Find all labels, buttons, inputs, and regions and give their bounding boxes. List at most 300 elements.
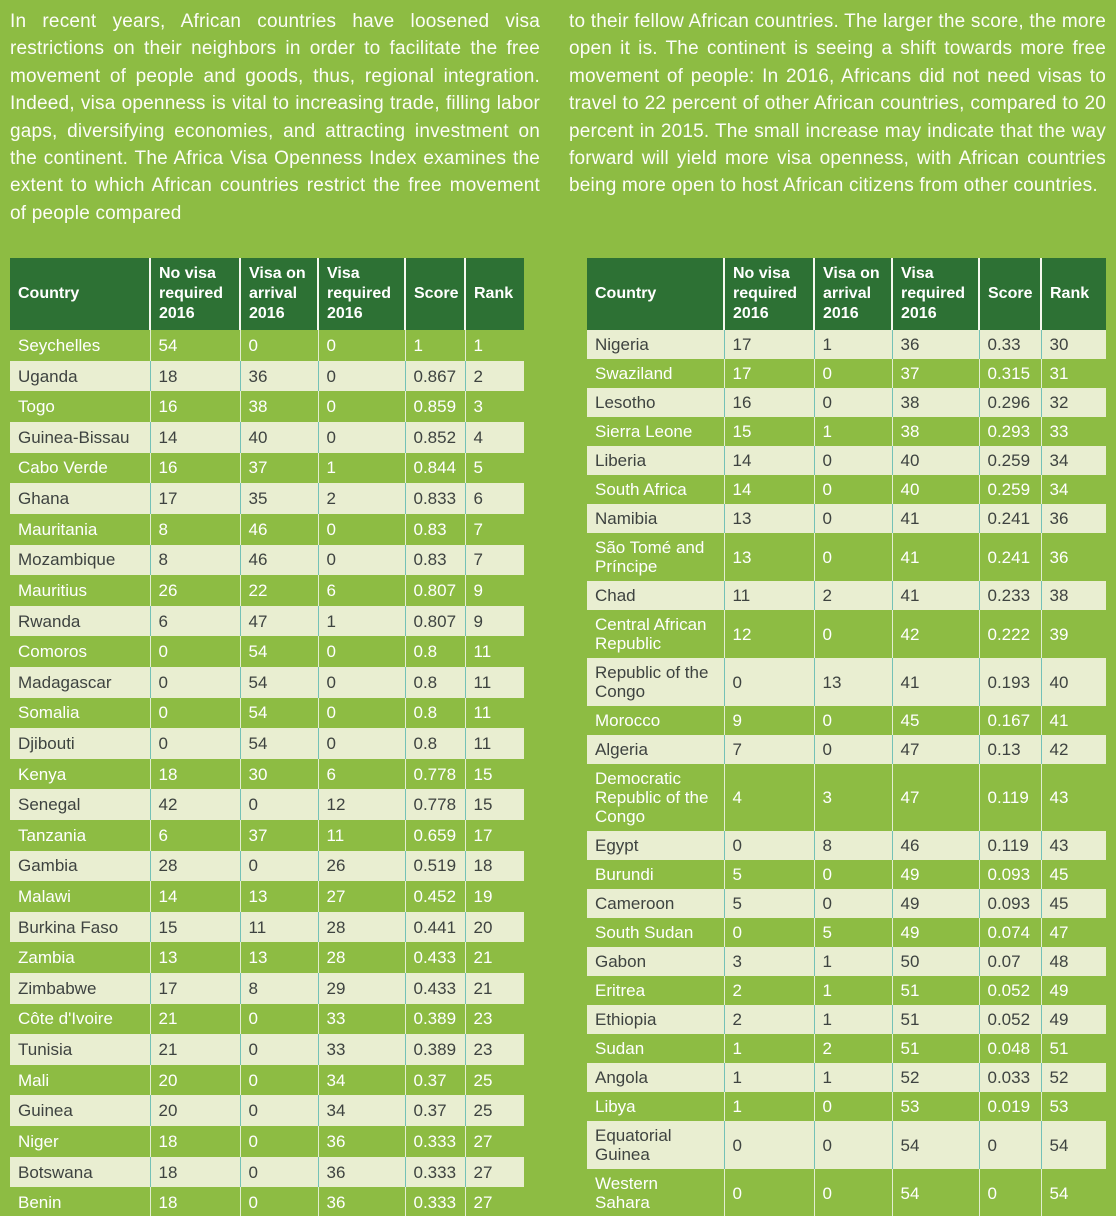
table-row (587, 388, 1106, 417)
table-row (587, 1092, 1106, 1121)
rank-cell: 32 (1041, 388, 1106, 417)
country-cell: Tanzania (18, 825, 87, 845)
table-row (10, 789, 524, 820)
rank-cell: 54 (1041, 1121, 1106, 1169)
visa-required-cell: 12 (318, 789, 405, 820)
rank-cell: 6 (465, 483, 524, 514)
rank-cell: 38 (1041, 581, 1106, 610)
table-row (10, 728, 524, 759)
column-header-country: Country (10, 258, 150, 330)
rank-cell: 25 (465, 1065, 524, 1096)
country-cell: Sierra Leone (595, 422, 693, 442)
rank-cell: 49 (1041, 976, 1106, 1005)
table-row (10, 942, 524, 973)
rank-cell: 11 (465, 728, 524, 759)
score-cell: 0.844 (405, 453, 465, 484)
rank-cell: 11 (465, 636, 524, 667)
score-cell: 0.333 (405, 1187, 465, 1216)
visa-required-cell: 34 (318, 1065, 405, 1096)
visa-on-arrival-cell: 0 (814, 475, 892, 504)
rank-cell: 19 (465, 881, 524, 912)
no-visa-required-cell: 26 (150, 575, 240, 606)
visa-on-arrival-cell: 0 (240, 1157, 318, 1188)
no-visa-required-cell: 28 (150, 851, 240, 882)
rank-cell: 18 (465, 851, 524, 882)
visa-on-arrival-cell: 0 (814, 359, 892, 388)
visa-openness-table-ranks-1-27 (10, 258, 524, 1216)
visa-required-cell: 41 (892, 533, 979, 581)
no-visa-required-cell: 1 (724, 1092, 814, 1121)
visa-required-cell: 41 (892, 504, 979, 533)
country-cell: Malawi (18, 887, 71, 907)
score-cell: 0.193 (979, 658, 1041, 706)
table-row (587, 610, 1106, 658)
visa-openness-table-ranks-30-54 (587, 258, 1106, 1216)
score-cell: 0.093 (979, 860, 1041, 889)
rank-cell: 7 (465, 514, 524, 545)
table-row (10, 973, 524, 1004)
country-cell: Nigeria (595, 335, 649, 355)
country-cell: Angola (595, 1068, 648, 1088)
rank-cell: 9 (465, 606, 524, 637)
country-cell: Guinea-Bissau (18, 427, 130, 447)
country-cell: Togo (18, 397, 55, 417)
no-visa-required-cell: 1 (724, 1063, 814, 1092)
no-visa-required-cell: 0 (150, 636, 240, 667)
visa-on-arrival-cell: 0 (240, 789, 318, 820)
visa-on-arrival-cell: 1 (814, 1005, 892, 1034)
country-cell: Lesotho (595, 393, 656, 413)
score-cell: 0.241 (979, 504, 1041, 533)
rank-cell: 25 (465, 1095, 524, 1126)
score-cell: 0.452 (405, 881, 465, 912)
visa-required-cell: 42 (892, 610, 979, 658)
visa-required-cell: 0 (318, 728, 405, 759)
table-row (10, 1126, 524, 1157)
score-cell: 0.07 (979, 947, 1041, 976)
score-cell: 0.019 (979, 1092, 1041, 1121)
score-cell: 1 (405, 330, 465, 361)
rank-cell: 27 (465, 1126, 524, 1157)
country-cell: Burkina Faso (18, 917, 119, 937)
visa-required-cell: 51 (892, 1034, 979, 1063)
visa-required-cell: 26 (318, 851, 405, 882)
visa-on-arrival-cell: 8 (240, 973, 318, 1004)
table-row (10, 330, 524, 361)
visa-required-cell: 49 (892, 860, 979, 889)
table-row (587, 533, 1106, 581)
visa-on-arrival-cell: 54 (240, 636, 318, 667)
table-row (10, 606, 524, 637)
table-row (10, 912, 524, 943)
rank-cell: 45 (1041, 860, 1106, 889)
score-cell: 0.867 (405, 361, 465, 392)
visa-on-arrival-cell: 0 (814, 889, 892, 918)
country-cell: Mali (18, 1070, 50, 1090)
table-row (10, 361, 524, 392)
visa-required-cell: 33 (318, 1034, 405, 1065)
no-visa-required-cell: 5 (724, 889, 814, 918)
table-row (587, 889, 1106, 918)
rank-cell: 33 (1041, 417, 1106, 446)
no-visa-required-cell: 14 (150, 881, 240, 912)
visa-required-cell: 46 (892, 831, 979, 860)
visa-on-arrival-cell: 54 (240, 698, 318, 729)
rank-cell: 53 (1041, 1092, 1106, 1121)
rank-cell: 27 (465, 1187, 524, 1216)
column-header-visa-required: Visa required 2016 (892, 258, 979, 330)
score-cell: 0.293 (979, 417, 1041, 446)
no-visa-required-cell: 20 (150, 1095, 240, 1126)
score-cell: 0.859 (405, 391, 465, 422)
rank-cell: 42 (1041, 735, 1106, 764)
rank-cell: 40 (1041, 658, 1106, 706)
table-row (587, 504, 1106, 533)
country-cell: Liberia (595, 451, 647, 471)
visa-required-cell: 54 (892, 1121, 979, 1169)
country-cell: Central African Republic (595, 615, 707, 654)
visa-required-cell: 27 (318, 881, 405, 912)
no-visa-required-cell: 8 (150, 514, 240, 545)
no-visa-required-cell: 16 (150, 391, 240, 422)
no-visa-required-cell: 0 (724, 831, 814, 860)
rank-cell: 3 (465, 391, 524, 422)
visa-on-arrival-cell: 8 (814, 831, 892, 860)
table-row (587, 976, 1106, 1005)
visa-on-arrival-cell: 54 (240, 667, 318, 698)
rank-cell: 36 (1041, 504, 1106, 533)
visa-on-arrival-cell: 0 (814, 860, 892, 889)
visa-required-cell: 33 (318, 1004, 405, 1035)
table-row (10, 575, 524, 606)
visa-on-arrival-cell: 0 (814, 1121, 892, 1169)
country-cell: Niger (18, 1131, 59, 1151)
visa-required-cell: 0 (318, 667, 405, 698)
visa-required-cell: 45 (892, 706, 979, 735)
visa-on-arrival-cell: 0 (814, 1169, 892, 1216)
country-cell: Gabon (595, 952, 647, 972)
visa-required-cell: 51 (892, 1005, 979, 1034)
table-row (587, 1121, 1106, 1169)
no-visa-required-cell: 14 (150, 422, 240, 453)
rank-cell: 30 (1041, 330, 1106, 359)
rank-cell: 5 (465, 453, 524, 484)
visa-required-cell: 11 (318, 820, 405, 851)
score-cell: 0.259 (979, 446, 1041, 475)
visa-required-cell: 36 (318, 1157, 405, 1188)
visa-on-arrival-cell: 46 (240, 514, 318, 545)
rank-cell: 4 (465, 422, 524, 453)
score-cell: 0.389 (405, 1004, 465, 1035)
no-visa-required-cell: 11 (724, 581, 814, 610)
visa-required-cell: 29 (318, 973, 405, 1004)
no-visa-required-cell: 21 (150, 1034, 240, 1065)
rank-cell: 45 (1041, 889, 1106, 918)
visa-required-cell: 37 (892, 359, 979, 388)
no-visa-required-cell: 13 (724, 504, 814, 533)
visa-required-cell: 0 (318, 636, 405, 667)
country-cell: Morocco (595, 711, 661, 731)
score-cell: 0.233 (979, 581, 1041, 610)
table-row (587, 417, 1106, 446)
visa-on-arrival-cell: 35 (240, 483, 318, 514)
no-visa-required-cell: 17 (724, 330, 814, 359)
no-visa-required-cell: 2 (724, 976, 814, 1005)
country-cell: Mozambique (18, 550, 116, 570)
visa-required-cell: 6 (318, 575, 405, 606)
rank-cell: 17 (465, 820, 524, 851)
rank-cell: 47 (1041, 918, 1106, 947)
table-row (587, 860, 1106, 889)
country-cell: Democratic Republic of the Congo (595, 769, 709, 827)
country-cell: Sudan (595, 1039, 645, 1059)
visa-on-arrival-cell: 13 (240, 881, 318, 912)
country-cell: South Africa (595, 480, 687, 500)
no-visa-required-cell: 0 (724, 918, 814, 947)
rank-cell: 49 (1041, 1005, 1106, 1034)
score-cell: 0.296 (979, 388, 1041, 417)
rank-cell: 21 (465, 942, 524, 973)
no-visa-required-cell: 3 (724, 947, 814, 976)
column-header-rank: Rank (465, 258, 524, 330)
rank-cell: 41 (1041, 706, 1106, 735)
column-header-country: Country (587, 258, 724, 330)
table-row (587, 764, 1106, 831)
table-row (10, 820, 524, 851)
table-row (587, 446, 1106, 475)
country-cell: Namibia (595, 509, 658, 529)
visa-on-arrival-cell: 0 (240, 1187, 318, 1216)
country-cell: Zambia (18, 948, 75, 968)
no-visa-required-cell: 18 (150, 361, 240, 392)
country-cell: Mauritania (18, 519, 98, 539)
country-cell: Mauritius (18, 580, 87, 600)
country-cell: Seychelles (18, 336, 101, 356)
country-cell: Somalia (18, 703, 80, 723)
rank-cell: 51 (1041, 1034, 1106, 1063)
table-row (10, 1187, 524, 1216)
score-cell: 0.074 (979, 918, 1041, 947)
score-cell: 0.8 (405, 636, 465, 667)
table-row (10, 1034, 524, 1065)
visa-on-arrival-cell: 0 (240, 1065, 318, 1096)
no-visa-required-cell: 4 (724, 764, 814, 831)
visa-on-arrival-cell: 0 (240, 1004, 318, 1035)
no-visa-required-cell: 42 (150, 789, 240, 820)
column-header-score: Score (405, 258, 465, 330)
table-row (587, 831, 1106, 860)
rank-cell: 23 (465, 1034, 524, 1065)
visa-on-arrival-cell: 54 (240, 728, 318, 759)
rank-cell: 27 (465, 1157, 524, 1188)
visa-required-cell: 49 (892, 889, 979, 918)
table-row (10, 636, 524, 667)
visa-required-cell: 53 (892, 1092, 979, 1121)
table-row (587, 918, 1106, 947)
column-header-score: Score (979, 258, 1041, 330)
no-visa-required-cell: 14 (724, 475, 814, 504)
score-cell: 0.8 (405, 667, 465, 698)
country-cell: Eritrea (595, 981, 646, 1001)
visa-on-arrival-cell: 0 (240, 330, 318, 361)
rank-cell: 54 (1041, 1169, 1106, 1216)
visa-on-arrival-cell: 22 (240, 575, 318, 606)
score-cell: 0.119 (979, 764, 1041, 831)
country-cell: Comoros (18, 642, 87, 662)
visa-required-cell: 40 (892, 446, 979, 475)
visa-required-cell: 34 (318, 1095, 405, 1126)
column-header-no-visa-required: No visa required 2016 (724, 258, 814, 330)
visa-on-arrival-cell: 0 (240, 1126, 318, 1157)
visa-on-arrival-cell: 36 (240, 361, 318, 392)
no-visa-required-cell: 0 (150, 728, 240, 759)
visa-on-arrival-cell: 3 (814, 764, 892, 831)
country-cell: Ethiopia (595, 1010, 657, 1030)
table-row (587, 330, 1106, 359)
visa-on-arrival-cell: 1 (814, 330, 892, 359)
no-visa-required-cell: 13 (724, 533, 814, 581)
country-cell: Botswana (18, 1162, 93, 1182)
score-cell: 0.048 (979, 1034, 1041, 1063)
visa-required-cell: 0 (318, 391, 405, 422)
visa-on-arrival-cell: 2 (814, 581, 892, 610)
visa-required-cell: 1 (318, 606, 405, 637)
no-visa-required-cell: 2 (724, 1005, 814, 1034)
visa-on-arrival-cell: 0 (240, 1095, 318, 1126)
table-row (10, 1157, 524, 1188)
table-row (10, 545, 524, 576)
table-row (587, 1034, 1106, 1063)
header-row (587, 258, 1106, 330)
table-row (587, 706, 1106, 735)
visa-on-arrival-cell: 0 (240, 851, 318, 882)
rank-cell: 2 (465, 361, 524, 392)
score-cell: 0.519 (405, 851, 465, 882)
no-visa-required-cell: 15 (724, 417, 814, 446)
no-visa-required-cell: 0 (724, 1121, 814, 1169)
column-header-visa-on-arrival: Visa on arrival 2016 (240, 258, 318, 330)
table-row (10, 514, 524, 545)
score-cell: 0.778 (405, 789, 465, 820)
visa-on-arrival-cell: 1 (814, 947, 892, 976)
visa-required-cell: 50 (892, 947, 979, 976)
no-visa-required-cell: 18 (150, 759, 240, 790)
rank-cell: 52 (1041, 1063, 1106, 1092)
score-cell: 0.13 (979, 735, 1041, 764)
score-cell: 0.052 (979, 1005, 1041, 1034)
visa-required-cell: 28 (318, 942, 405, 973)
table-row (587, 1063, 1106, 1092)
score-cell: 0 (979, 1169, 1041, 1216)
country-cell: Burundi (595, 865, 654, 885)
column-header-visa-on-arrival: Visa on arrival 2016 (814, 258, 892, 330)
no-visa-required-cell: 13 (150, 942, 240, 973)
visa-required-cell: 2 (318, 483, 405, 514)
visa-required-cell: 28 (318, 912, 405, 943)
table-row (587, 359, 1106, 388)
country-cell: Rwanda (18, 611, 81, 631)
score-cell: 0 (979, 1121, 1041, 1169)
visa-required-cell: 51 (892, 976, 979, 1005)
intro-text-block (0, 0, 1116, 227)
score-cell: 0.052 (979, 976, 1041, 1005)
visa-on-arrival-cell: 1 (814, 1063, 892, 1092)
country-cell: Gambia (18, 856, 78, 876)
table-row (10, 851, 524, 882)
score-cell: 0.093 (979, 889, 1041, 918)
score-cell: 0.852 (405, 422, 465, 453)
country-cell: Egypt (595, 836, 639, 856)
score-cell: 0.83 (405, 514, 465, 545)
score-cell: 0.333 (405, 1157, 465, 1188)
visa-on-arrival-cell: 11 (240, 912, 318, 943)
score-cell: 0.389 (405, 1034, 465, 1065)
visa-on-arrival-cell: 1 (814, 417, 892, 446)
visa-required-cell: 0 (318, 545, 405, 576)
visa-on-arrival-cell: 2 (814, 1034, 892, 1063)
visa-required-cell: 38 (892, 388, 979, 417)
rank-cell: 9 (465, 575, 524, 606)
no-visa-required-cell: 17 (150, 973, 240, 1004)
score-cell: 0.37 (405, 1065, 465, 1096)
country-cell: Tunisia (18, 1040, 73, 1060)
rank-cell: 15 (465, 759, 524, 790)
score-cell: 0.033 (979, 1063, 1041, 1092)
table-row (10, 1095, 524, 1126)
intro-paragraph-right: to their fellow African countries. The larger the score, the more open it is. The continent is seeing a shift towards more free movement of people: In 2016, Africans did not need visas to travel to 22 percent of other African countries, compared to 20 percent in 2015. The small increase may indicate that the way forward will yield more visa openness, with African countries being more open to host African citizens from other countries. (569, 11, 1106, 197)
visa-required-cell: 36 (318, 1126, 405, 1157)
visa-on-arrival-cell: 46 (240, 545, 318, 576)
tables-container (0, 258, 1116, 1216)
rank-cell: 36 (1041, 533, 1106, 581)
visa-required-cell: 38 (892, 417, 979, 446)
visa-on-arrival-cell: 5 (814, 918, 892, 947)
table-row (10, 422, 524, 453)
visa-required-cell: 0 (318, 422, 405, 453)
score-cell: 0.333 (405, 1126, 465, 1157)
table-row (10, 759, 524, 790)
no-visa-required-cell: 18 (150, 1126, 240, 1157)
country-cell: Cameroon (595, 894, 675, 914)
no-visa-required-cell: 15 (150, 912, 240, 943)
score-cell: 0.241 (979, 533, 1041, 581)
country-cell: Guinea (18, 1101, 73, 1121)
visa-on-arrival-cell: 0 (814, 504, 892, 533)
rank-cell: 39 (1041, 610, 1106, 658)
country-cell: Uganda (18, 366, 78, 386)
country-cell: Chad (595, 586, 636, 606)
visa-on-arrival-cell: 40 (240, 422, 318, 453)
visa-required-cell: 1 (318, 453, 405, 484)
score-cell: 0.807 (405, 606, 465, 637)
score-cell: 0.83 (405, 545, 465, 576)
score-cell: 0.119 (979, 831, 1041, 860)
country-cell: Benin (18, 1192, 62, 1212)
country-cell: Swaziland (595, 364, 673, 384)
table-row (10, 391, 524, 422)
visa-on-arrival-cell: 0 (814, 446, 892, 475)
column-header-visa-required: Visa required 2016 (318, 258, 405, 330)
visa-on-arrival-cell: 30 (240, 759, 318, 790)
no-visa-required-cell: 18 (150, 1157, 240, 1188)
score-cell: 0.807 (405, 575, 465, 606)
score-cell: 0.33 (979, 330, 1041, 359)
visa-required-cell: 0 (318, 698, 405, 729)
visa-required-cell: 0 (318, 330, 405, 361)
score-cell: 0.37 (405, 1095, 465, 1126)
table-row (10, 453, 524, 484)
table-row (10, 1065, 524, 1096)
